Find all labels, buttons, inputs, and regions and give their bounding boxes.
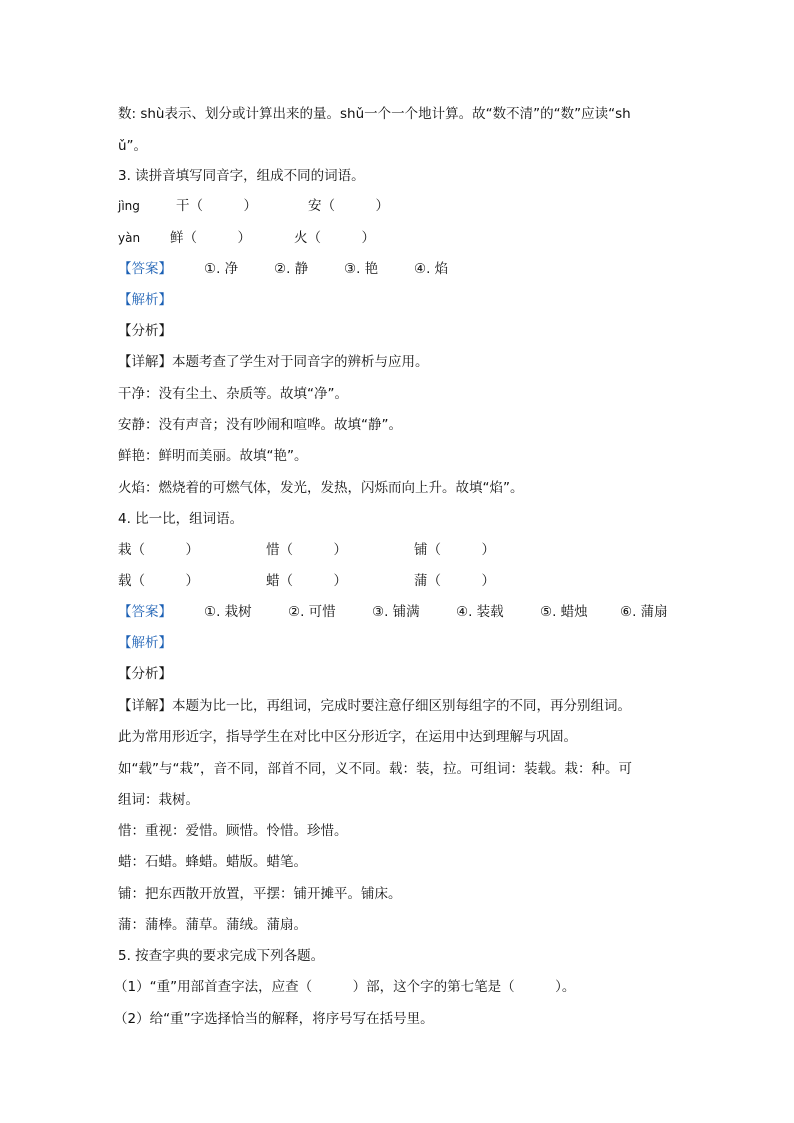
blank-xi: 惜（ ）: [266, 542, 347, 558]
question-3-title: 3. 读拼音填写同音字，组成不同的词语。: [118, 168, 365, 184]
blank-zai2: 载（ ）: [118, 573, 199, 589]
blank-pu1: 铺（ ）: [414, 542, 495, 558]
text-line: 蜡：石蜡。蜂蜡。蜡版。蜡笔。: [118, 854, 307, 870]
text-line: ǔ”。: [118, 138, 148, 154]
blank-huo: 火（ ）: [294, 230, 375, 246]
text-line: 铺：把东西散开放置，平摆：铺开摊平。铺床。: [118, 886, 402, 902]
answer-item: ③. 艳: [344, 261, 379, 277]
detail-text: 本题考查了学生对于同音字的辨析与应用。: [172, 354, 429, 370]
answer-item: ④. 焰: [414, 261, 449, 277]
fenxi-tag: 【分析】: [118, 323, 172, 339]
pinyin-yan: yàn: [118, 231, 141, 245]
blank-an: 安（ ）: [308, 198, 389, 214]
answer-tag: 【答案】: [118, 261, 172, 277]
fenxi-tag: 【分析】: [118, 666, 172, 682]
text-line: 干净：没有尘土、杂质等。故填“净”。: [118, 386, 348, 402]
blank-pu2: 蒲（ ）: [414, 573, 495, 589]
answer-tag: 【答案】: [118, 604, 172, 620]
answer-item: ⑤. 蜡烛: [540, 604, 588, 620]
answer-item: ①. 净: [204, 261, 239, 277]
detail-tag: 【详解】: [118, 698, 172, 714]
text-line: 如“载”与“栽”，音不同，部首不同，义不同。载：装，拉。可组词：装载。栽：种。可: [118, 761, 632, 777]
detail-tag: 【详解】: [118, 354, 172, 370]
answer-item: ③. 铺满: [372, 604, 420, 620]
text-line: 组词：栽树。: [118, 792, 199, 808]
text-line: 鲜艳：鲜明而美丽。故填“艳”。: [118, 448, 308, 464]
detail-line: [118, 697, 631, 715]
text-line: 安静：没有声音；没有吵闹和喧哗。故填“静”。: [118, 417, 402, 433]
answer-item: ⑥. 蒲扇: [620, 604, 668, 620]
detail-text: 本题为比一比，再组词，完成时要注意仔细区别每组字的不同，再分别组词。: [172, 698, 631, 714]
text-line: 惜：重视：爱惜。顾惜。怜惜。珍惜。: [118, 823, 348, 839]
text-line: 此为常用形近字，指导学生在对比中区分形近字，在运用中达到理解与巩固。: [118, 729, 577, 745]
question-4-title: 4. 比一比，组词语。: [118, 511, 244, 527]
answer-item: ②. 静: [274, 261, 309, 277]
question-5-title: 5. 按查字典的要求完成下列各题。: [118, 948, 325, 964]
analysis-tag: 【解析】: [118, 635, 172, 651]
answer-item: ②. 可惜: [288, 604, 336, 620]
blank-xian: 鲜（ ）: [170, 230, 251, 246]
blank-zai1: 栽（ ）: [118, 542, 199, 558]
analysis-tag: 【解析】: [118, 292, 172, 308]
text-line: 蒲：蒲棒。蒲草。蒲绒。蒲扇。: [118, 917, 307, 933]
answer-item: ④. 装载: [456, 604, 504, 620]
question-5-part-2: （2）给“重”字选择恰当的解释，将序号写在括号里。: [114, 1011, 434, 1027]
blank-gan: 干（ ）: [176, 198, 257, 214]
detail-line: [118, 353, 429, 371]
question-5-part-1: （1）“重”用部首查字法，应查（ ）部，这个字的第七笔是（ ）。: [114, 979, 576, 995]
text-line: 数: shù表示、划分或计算出来的量。shǔ一个一个地计算。故“数不清”的“数”应读“sh: [118, 106, 631, 122]
blank-la: 蜡（ ）: [266, 573, 347, 589]
pinyin-jing: jìng: [118, 199, 140, 213]
answer-item: ①. 栽树: [204, 604, 252, 620]
text-line: 火焰：燃烧着的可燃气体，发光，发热，闪烁而向上升。故填“焰”。: [118, 480, 524, 496]
